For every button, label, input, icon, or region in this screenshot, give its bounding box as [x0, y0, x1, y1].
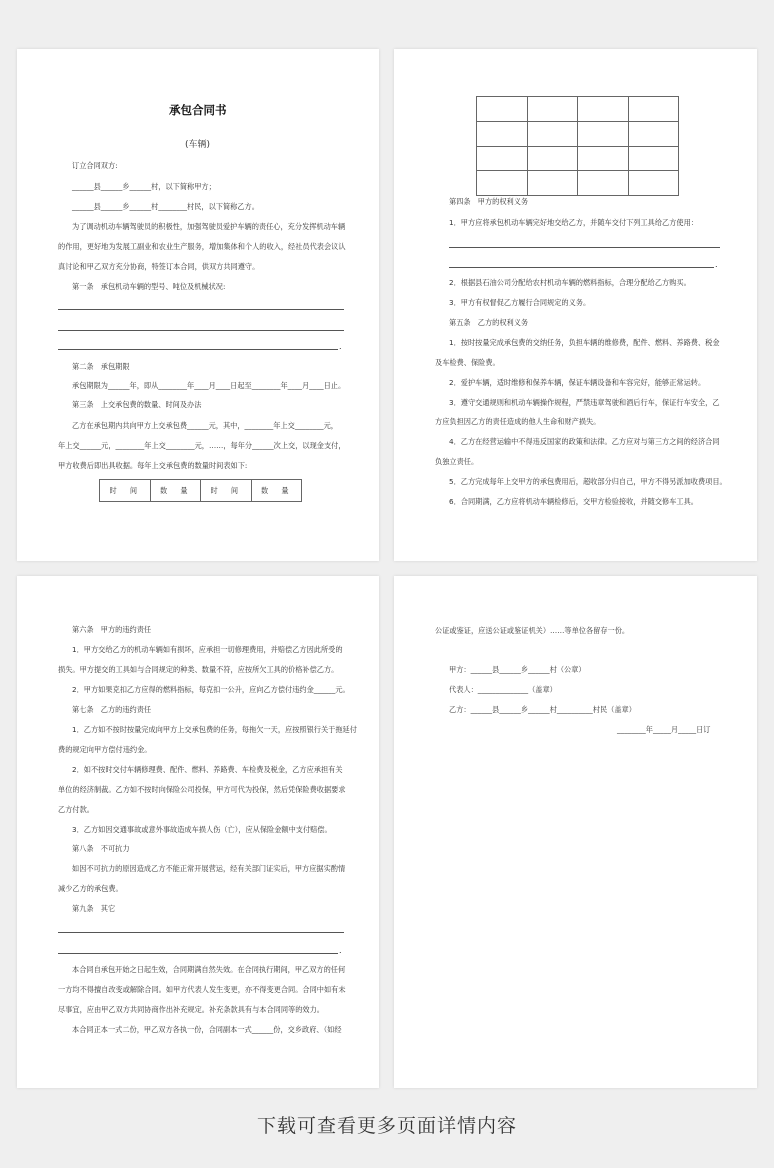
text-line: 方应负担因乙方的责任造成的他人生命和财产损失。: [435, 417, 601, 426]
table-cell: [527, 171, 578, 196]
clause-heading: 第七条 乙方的违约责任: [72, 705, 152, 714]
contract-page-1: [17, 49, 379, 561]
table-header-cell: 时 间: [201, 480, 252, 502]
text-line: 1．按时按量完成承包费的交纳任务，负担车辆的维修费，配件、燃料、养路费、税金: [449, 338, 720, 347]
text-line: 为了调动机动车辆驾驶员的积极性，加强驾驶员爱护车辆的责任心，充分发挥机动车辆: [72, 222, 346, 231]
signature-line-party-b: 乙方：______县______乡______村__________村民（盖章）: [449, 705, 636, 714]
text-line: 承包期限为______年，即从________年____月____日起至________年____月____日止。: [72, 381, 346, 390]
blank-line: [58, 953, 338, 954]
table-header-cell: 时 间: [100, 480, 151, 502]
text-line: 公证或鉴证，应送公证或鉴证机关）……等单位各留存一份。: [435, 626, 630, 635]
contract-page-4: [394, 576, 757, 1088]
period-mark: .: [715, 260, 718, 269]
blank-line: [449, 267, 714, 268]
text-line: 2．如不按时交付车辆修理费、配件、燃料、养路费、车检费及税金，乙方应承担有关: [72, 765, 343, 774]
signature-line-representative: 代表人：______________（盖章）: [449, 685, 557, 694]
period-mark: .: [339, 342, 342, 351]
period-mark: .: [339, 946, 342, 955]
text-line: 3．遵守交通规则和机动车辆操作规程，严禁违章驾驶和酒后行车，保证行车安全，乙: [449, 398, 720, 407]
text-line: 3．甲方有权督促乙方履行合同规定的义务。: [449, 298, 591, 307]
blank-line: [58, 309, 344, 310]
table-header-cell: 数 量: [251, 480, 302, 502]
blank-line: [58, 932, 344, 933]
table-cell: [477, 146, 528, 171]
text-line: 减少乙方的承包费。: [58, 884, 123, 893]
table-cell: [628, 171, 679, 196]
table-cell: [628, 97, 679, 122]
text-line: 的作用，更好地为发展工副业和农业生产服务，增加集体和个人的收入，经社员代表会议认: [58, 242, 346, 251]
text-line: 费的规定向甲方偿付违约金。: [58, 745, 152, 754]
table-header-cell: 数 量: [150, 480, 201, 502]
fee-schedule-table: [99, 479, 302, 502]
signing-date: ________年_____月_____日订: [617, 725, 711, 734]
text-line: 甲方收费后即出具收据。每年上交承包费的数量时间表如下:: [58, 461, 248, 470]
text-line: 一方均不得擅自改变或解除合同。如甲方代表人发生变更，亦不得变更合同。合同中如有未: [58, 985, 346, 994]
table-cell: [578, 97, 629, 122]
contract-page-2: [394, 49, 757, 561]
text-line: 6．合同期满，乙方应将机动车辆检修后，交甲方检验接收，并随交修车工具。: [449, 497, 698, 506]
table-cell: [477, 121, 528, 146]
text-line: 1．甲方应将承包机动车辆完好地交给乙方，并随车交付下列工具给乙方使用：: [449, 218, 698, 227]
text-line: ______县______乡______村________村民，以下简称乙方。: [72, 202, 259, 211]
text-line: 乙方付款。: [58, 805, 94, 814]
table-cell: [477, 97, 528, 122]
text-line: 订立合同双方:: [72, 161, 118, 170]
blank-line: [58, 349, 338, 350]
table-cell: [527, 121, 578, 146]
table-cell: [578, 171, 629, 196]
table-cell: [477, 171, 528, 196]
text-line: 2．爱护车辆，适时维修和保养车辆，保证车辆设备和车容完好，能够正常运转。: [449, 378, 706, 387]
text-line: 尽事宜，应由甲乙双方共同协商作出补充规定。补充条款具有与本合同同等的效力。: [58, 1005, 324, 1014]
text-line: 4．乙方在经营运输中不得违反国家的政策和法律。乙方应对与第三方之间的经济合同: [449, 437, 720, 446]
page-subtitle: (车辆): [185, 140, 211, 150]
clause-heading: 第二条 承包期限: [72, 362, 130, 371]
clause-heading: 第五条 乙方的权利义务: [449, 318, 529, 327]
table-cell: [527, 97, 578, 122]
clause-heading: 第九条 其它: [72, 904, 116, 913]
text-line: 本合同自承包开始之日起生效，合同期满自然失效。在合同执行期间，甲乙双方的任何: [72, 965, 346, 974]
clause-heading: 第八条 不可抗力: [72, 844, 130, 853]
text-line: 真讨论和甲乙双方充分协商，特签订本合同，供双方共同遵守。: [58, 262, 260, 271]
text-line: 1．甲方交给乙方的机动车辆如有损坏，应承担一切修理费用，并赔偿乙方因此所受的: [72, 645, 343, 654]
table-cell: [527, 146, 578, 171]
text-line: ______县______乡______村，以下简称甲方；: [72, 182, 216, 191]
text-line: 1．乙方如不按时按量完成向甲方上交承包费的任务，每拖欠一天，应按照银行关于拖延付: [72, 725, 357, 734]
download-prompt: 下载可查看更多页面详情内容: [256, 1115, 517, 1137]
clause-heading: 第六条 甲方的违约责任: [72, 625, 152, 634]
text-line: 负独立责任。: [435, 457, 479, 466]
table-cell: [578, 146, 629, 171]
blank-line: [58, 330, 344, 331]
text-line: 损失。甲方提交的工具如与合同规定的种类、数量不符，应按所欠工具的价格补偿乙方。: [58, 665, 339, 674]
fee-schedule-table-continued: [476, 96, 679, 196]
clause-heading: 第四条 甲方的权利义务: [449, 197, 529, 206]
text-line: 3．乙方如因交通事故或意外事故造成车损人伤（亡），应从保险金额中支付赔偿。: [72, 825, 332, 834]
text-line: 年上交______元，________年上交________元，……，每年分______次上交，以现金支付，: [58, 441, 346, 450]
table-cell: [578, 121, 629, 146]
text-line: 如因不可抗力的原因造成乙方不能正常开展营运，经有关部门证实后，甲方应据实酌情: [72, 864, 346, 873]
text-line: 乙方在承包期内共向甲方上交承包费______元，其中，________年上交________元，: [72, 421, 338, 430]
signature-line-party-a: 甲方：______县______乡______村（公章）: [449, 665, 586, 674]
text-line: 本合同正本一式二份，甲乙双方各执一份，合同副本一式______份，交乡政府、（如经: [72, 1025, 342, 1034]
table-cell: [628, 146, 679, 171]
text-line: 单位的经济制裁。乙方如不按时向保险公司投保，甲方可代为投保，然后凭保险费收据要求: [58, 785, 346, 794]
text-line: 5．乙方完成每年上交甲方的承包费用后，超收部分归自己，甲方不得另派加收费项目。: [449, 477, 727, 486]
text-line: 2．甲方如果克扣乙方应得的燃料指标，每克扣一公升，应向乙方偿付违约金______元。: [72, 685, 350, 694]
text-line: 及车检费、保险费。: [435, 358, 500, 367]
clause-heading: 第三条 上交承包费的数量、时间及办法: [72, 400, 202, 409]
text-line: 2．根据县石油公司分配给农村机动车辆的燃料指标，合理分配给乙方购买。: [449, 278, 691, 287]
table-cell: [628, 121, 679, 146]
page-title: 承包合同书: [169, 103, 227, 117]
clause-heading: 第一条 承包机动车辆的型号、吨位及机械状况:: [72, 282, 226, 291]
blank-line: [449, 247, 720, 248]
contract-page-3: [17, 576, 379, 1088]
